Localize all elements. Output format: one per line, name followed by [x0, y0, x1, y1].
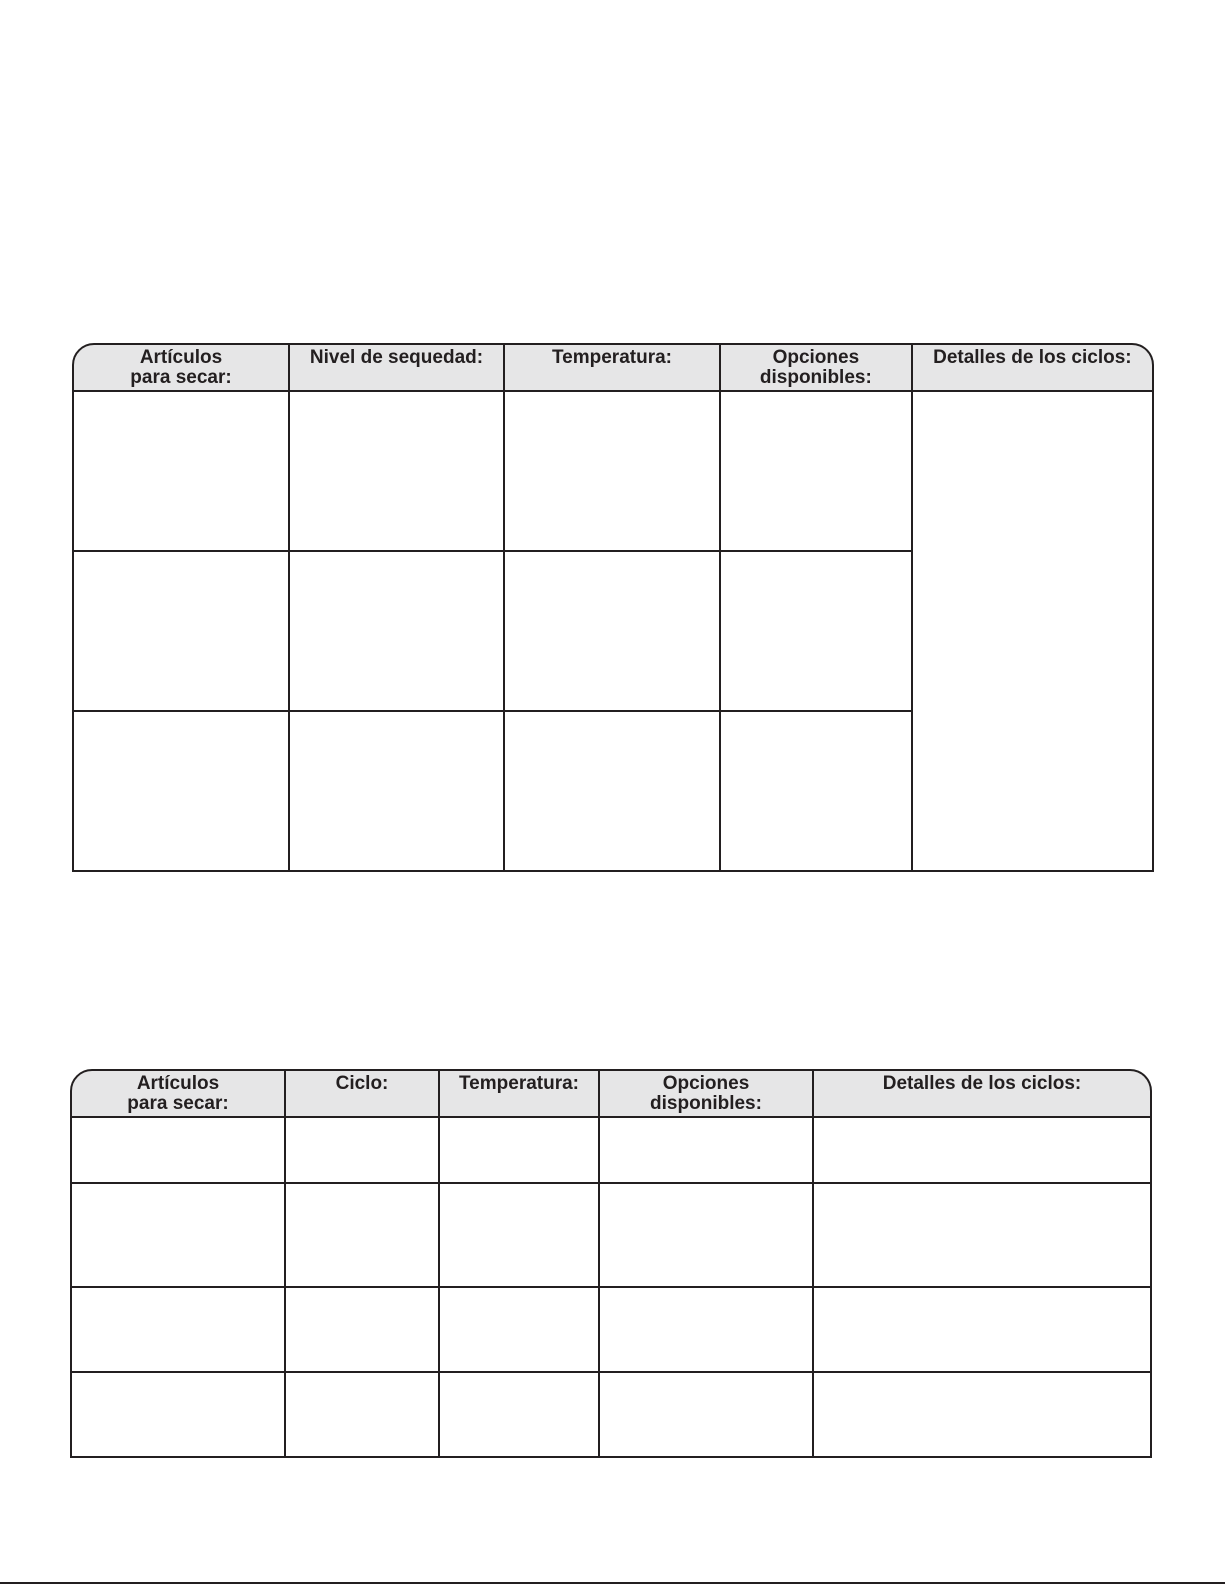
header-cycle-details: Detalles de los ciclos:	[814, 1069, 1152, 1118]
table-row	[70, 1184, 1152, 1288]
table-cell	[721, 712, 913, 872]
table-cell	[600, 1288, 814, 1373]
header-temperature: Temperatura:	[440, 1069, 600, 1118]
cycle-table	[70, 1069, 1152, 1458]
dryness-table	[72, 343, 1154, 872]
header-cycle-details: Detalles de los ciclos:	[913, 343, 1154, 392]
header-options: Opciones disponibles:	[721, 343, 913, 392]
table-cell	[505, 552, 721, 712]
header-cycle: Ciclo:	[286, 1069, 440, 1118]
table-cell	[290, 552, 505, 712]
table-row	[70, 1373, 1152, 1458]
table-cell	[440, 1118, 600, 1184]
table-row	[72, 392, 1154, 552]
table-cell	[600, 1118, 814, 1184]
table-cell	[286, 1184, 440, 1288]
table-cell	[286, 1118, 440, 1184]
table-cell	[505, 712, 721, 872]
header-row	[72, 343, 1154, 392]
table-cell	[290, 392, 505, 552]
table-cell	[70, 1184, 286, 1288]
table-cell	[70, 1288, 286, 1373]
table-cell	[72, 552, 290, 712]
header-options: Opciones disponibles:	[600, 1069, 814, 1118]
table-cell	[505, 392, 721, 552]
table-cell	[721, 392, 913, 552]
table-cell	[721, 552, 913, 712]
table-cell	[814, 1373, 1152, 1458]
header-dryness-level: Nivel de sequedad:	[290, 343, 505, 392]
bottom-rule	[0, 1582, 1225, 1584]
table-cell	[286, 1373, 440, 1458]
table-cell	[814, 1118, 1152, 1184]
table-cell	[72, 392, 290, 552]
table-cell	[600, 1184, 814, 1288]
table-row	[70, 1118, 1152, 1184]
table-row	[70, 1288, 1152, 1373]
table-cell	[70, 1373, 286, 1458]
table-cell	[814, 1288, 1152, 1373]
table-cell	[286, 1288, 440, 1373]
table-cell	[440, 1184, 600, 1288]
header-items: Artículos para secar:	[72, 343, 290, 392]
table-cell	[440, 1373, 600, 1458]
table-cell	[290, 712, 505, 872]
table-cell	[70, 1118, 286, 1184]
table-cell	[600, 1373, 814, 1458]
cycle-details-cell	[913, 392, 1154, 872]
header-row	[70, 1069, 1152, 1118]
header-items: Artículos para secar:	[70, 1069, 286, 1118]
table-cell	[814, 1184, 1152, 1288]
table-cell	[72, 712, 290, 872]
table-cell	[440, 1288, 600, 1373]
header-temperature: Temperatura:	[505, 343, 721, 392]
